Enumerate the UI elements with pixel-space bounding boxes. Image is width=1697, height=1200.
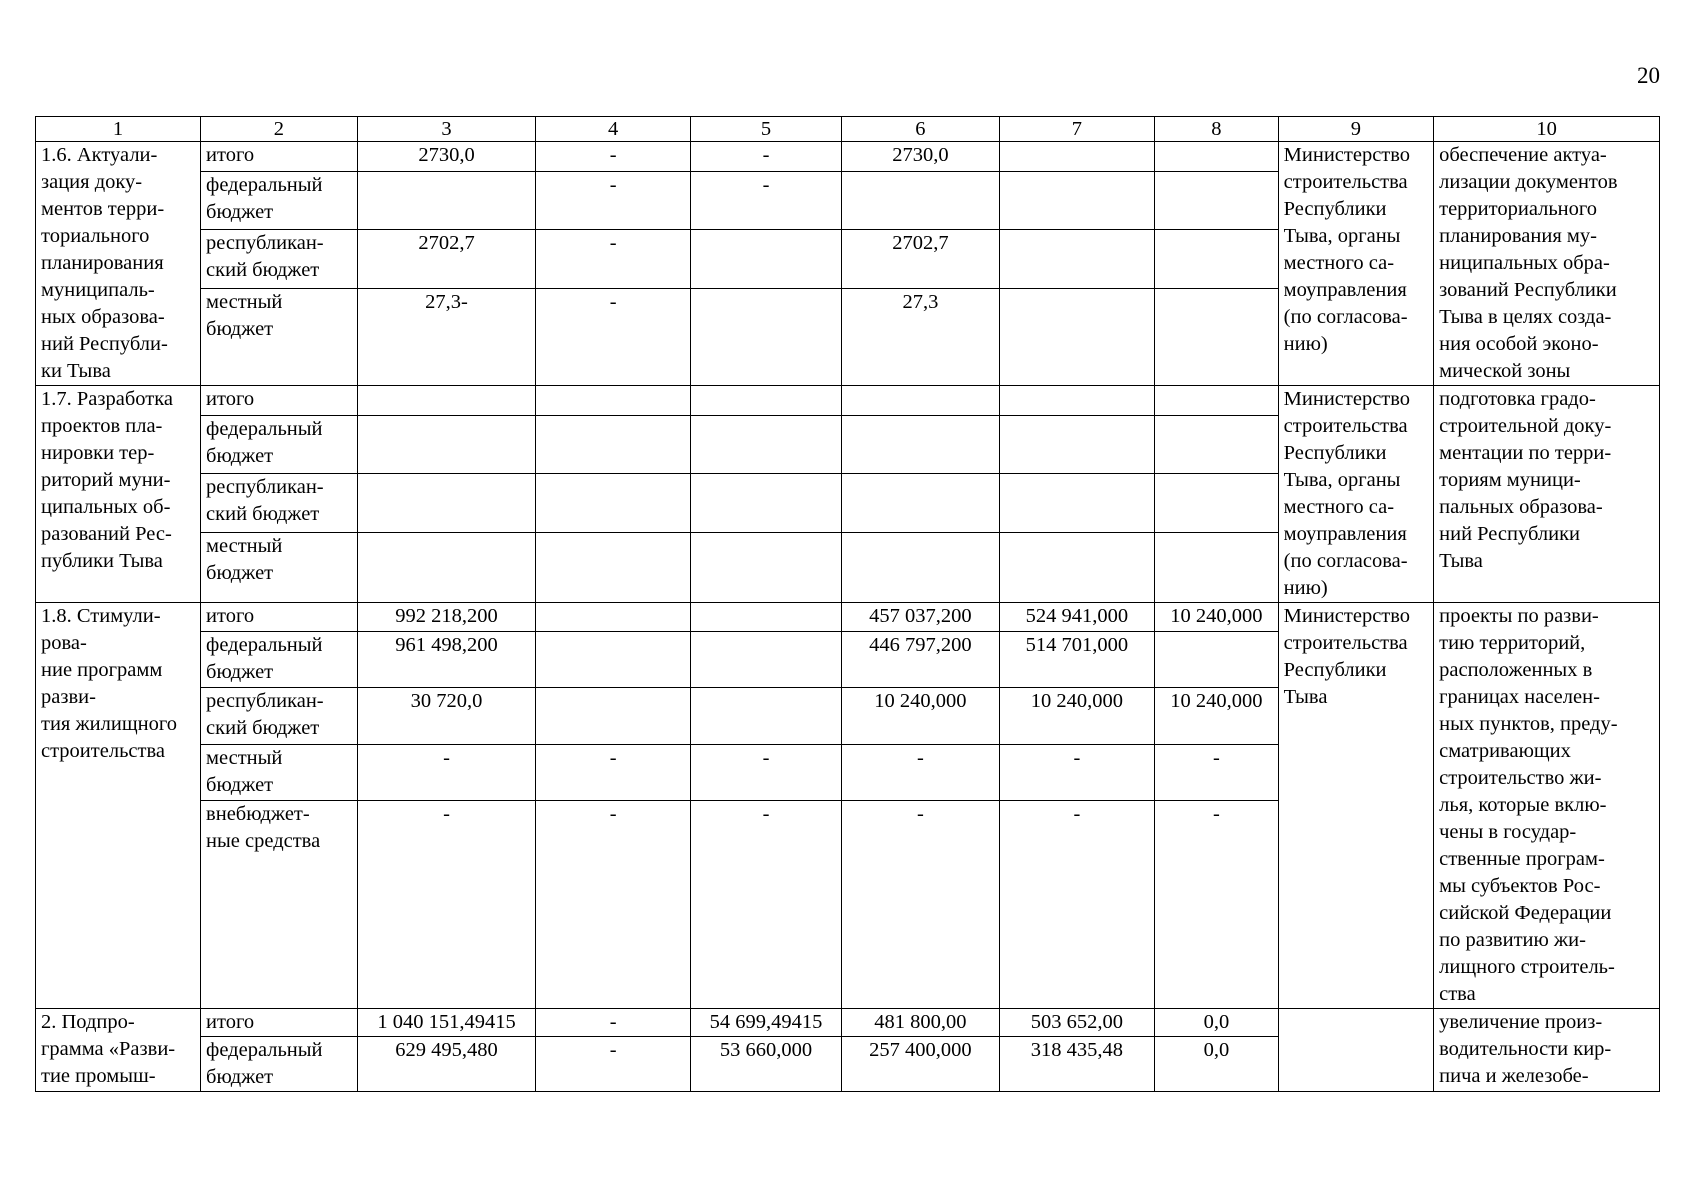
result-cell: проекты по разви- тию территорий, расположенных в границах населен- ных пунктов, преду- сматривающих строительство жи- лья, которые вклю- чены в государ- ственные програм- мы субъектов Рос- сийской Федерации по развитию жи- лищного строитель- ства	[1434, 603, 1660, 1009]
value-cell	[1155, 142, 1279, 172]
value-cell	[357, 386, 536, 416]
value-cell: 992 218,200	[357, 603, 536, 632]
header-cell: 5	[690, 117, 841, 142]
source-cell: итого	[201, 386, 358, 416]
value-cell: -	[690, 744, 841, 800]
executor-cell: Министерство строительства Республики Тыва	[1278, 603, 1433, 1009]
value-cell	[536, 533, 690, 603]
source-cell: республикан- ский бюджет	[201, 474, 358, 533]
value-cell	[842, 474, 1000, 533]
value-cell: 2730,0	[842, 142, 1000, 172]
value-cell: 54 699,49415	[690, 1009, 841, 1037]
value-cell: -	[842, 801, 1000, 1009]
value-cell: -	[536, 801, 690, 1009]
value-cell: 318 435,48	[999, 1037, 1154, 1092]
value-cell	[999, 415, 1154, 474]
value-cell	[690, 415, 841, 474]
header-cell: 6	[842, 117, 1000, 142]
value-cell: -	[690, 171, 841, 230]
value-cell	[536, 474, 690, 533]
value-cell	[999, 533, 1154, 603]
value-cell: -	[999, 801, 1154, 1009]
value-cell: 0,0	[1155, 1037, 1279, 1092]
value-cell	[536, 386, 690, 416]
table-row	[36, 603, 1660, 632]
activity-cell: 2. Подпро- грамма «Разви- тие промыш-	[36, 1009, 201, 1092]
value-cell	[1155, 415, 1279, 474]
value-cell: 10 240,000	[1155, 688, 1279, 744]
value-cell: 27,3-	[357, 289, 536, 386]
value-cell	[536, 631, 690, 687]
value-cell: 514 701,000	[999, 631, 1154, 687]
value-cell	[690, 230, 841, 289]
value-cell	[1155, 533, 1279, 603]
value-cell	[690, 631, 841, 687]
value-cell: -	[357, 801, 536, 1009]
value-cell	[842, 415, 1000, 474]
table-row	[36, 1009, 1660, 1037]
value-cell	[1155, 631, 1279, 687]
value-cell	[842, 171, 1000, 230]
value-cell: 0,0	[1155, 1009, 1279, 1037]
value-cell: 503 652,00	[999, 1009, 1154, 1037]
value-cell	[357, 171, 536, 230]
source-cell: федеральный бюджет	[201, 631, 358, 687]
value-cell	[999, 142, 1154, 172]
value-cell	[357, 474, 536, 533]
value-cell: 1 040 151,49415	[357, 1009, 536, 1037]
source-cell: федеральный бюджет	[201, 415, 358, 474]
header-cell: 7	[999, 117, 1154, 142]
value-cell	[536, 688, 690, 744]
source-cell: внебюджет- ные средства	[201, 801, 358, 1009]
value-cell: 27,3	[842, 289, 1000, 386]
activity-cell: 1.8. Стимули- рова- ние программ разви- тия жилищного строительства	[36, 603, 201, 1009]
value-cell: -	[536, 171, 690, 230]
value-cell: 53 660,000	[690, 1037, 841, 1092]
value-cell	[842, 386, 1000, 416]
header-cell: 2	[201, 117, 358, 142]
value-cell: -	[536, 744, 690, 800]
source-cell: местный бюджет	[201, 289, 358, 386]
value-cell: -	[999, 744, 1154, 800]
value-cell: -	[1155, 744, 1279, 800]
value-cell: -	[536, 142, 690, 172]
funding-table	[35, 116, 1660, 1092]
value-cell: 2730,0	[357, 142, 536, 172]
source-cell: местный бюджет	[201, 533, 358, 603]
value-cell	[690, 474, 841, 533]
table-row	[36, 386, 1660, 416]
header-cell: 1	[36, 117, 201, 142]
value-cell: 629 495,480	[357, 1037, 536, 1092]
value-cell: 446 797,200	[842, 631, 1000, 687]
value-cell: 10 240,000	[999, 688, 1154, 744]
value-cell: 30 720,0	[357, 688, 536, 744]
page-number: 20	[1637, 63, 1660, 88]
value-cell: -	[690, 801, 841, 1009]
value-cell: 10 240,000	[1155, 603, 1279, 632]
header-cell: 10	[1434, 117, 1660, 142]
value-cell	[1155, 230, 1279, 289]
activity-cell: 1.6. Актуали- зация доку- ментов терри- ториального планирования муниципаль- ных образова- ний Республи- ки Тыва	[36, 142, 201, 386]
source-cell: федеральный бюджет	[201, 1037, 358, 1092]
value-cell: 961 498,200	[357, 631, 536, 687]
value-cell	[1155, 386, 1279, 416]
value-cell: -	[536, 289, 690, 386]
header-cell: 3	[357, 117, 536, 142]
value-cell: -	[1155, 801, 1279, 1009]
value-cell: -	[536, 230, 690, 289]
value-cell: 2702,7	[357, 230, 536, 289]
result-cell: обеспечение актуа- лизации документов территориального планирования му- ниципальных обра- зований Республики Тыва в целях созда- ния особой эконо- мической зоны	[1434, 142, 1660, 386]
value-cell: -	[357, 744, 536, 800]
value-cell: 10 240,000	[842, 688, 1000, 744]
value-cell	[690, 386, 841, 416]
value-cell: 524 941,000	[999, 603, 1154, 632]
header-cell: 8	[1155, 117, 1279, 142]
value-cell	[690, 688, 841, 744]
value-cell: 481 800,00	[842, 1009, 1000, 1037]
value-cell: -	[536, 1009, 690, 1037]
value-cell: 2702,7	[842, 230, 1000, 289]
source-cell: итого	[201, 142, 358, 172]
executor-cell: Министерство строительства Республики Тыва, органы местного са- моуправления (по согласова- нию)	[1278, 142, 1433, 386]
value-cell	[536, 603, 690, 632]
value-cell: -	[842, 744, 1000, 800]
value-cell	[536, 415, 690, 474]
value-cell	[999, 289, 1154, 386]
value-cell	[690, 533, 841, 603]
source-cell: итого	[201, 1009, 358, 1037]
value-cell: 457 037,200	[842, 603, 1000, 632]
value-cell	[999, 171, 1154, 230]
executor-cell: Министерство строительства Республики Тыва, органы местного са- моуправления (по согласова- нию)	[1278, 386, 1433, 603]
source-cell: республикан- ский бюджет	[201, 688, 358, 744]
source-cell: республикан- ский бюджет	[201, 230, 358, 289]
value-cell: -	[536, 1037, 690, 1092]
value-cell	[1155, 474, 1279, 533]
header-cell: 9	[1278, 117, 1433, 142]
value-cell: 257 400,000	[842, 1037, 1000, 1092]
value-cell	[357, 533, 536, 603]
header-row	[36, 117, 1660, 142]
value-cell	[842, 533, 1000, 603]
value-cell	[999, 474, 1154, 533]
value-cell	[357, 415, 536, 474]
activity-cell: 1.7. Разработка проектов пла- нировки тер- риторий муни- ципальных об- разований Рес- публики Тыва	[36, 386, 201, 603]
value-cell	[1155, 289, 1279, 386]
value-cell	[690, 289, 841, 386]
executor-cell	[1278, 1009, 1433, 1092]
source-cell: федеральный бюджет	[201, 171, 358, 230]
table-row	[36, 142, 1660, 172]
value-cell: -	[690, 142, 841, 172]
value-cell	[999, 230, 1154, 289]
source-cell: местный бюджет	[201, 744, 358, 800]
result-cell: подготовка градо- строительной доку- ментации по терри- ториям муници- пальных образова- ний Республики Тыва	[1434, 386, 1660, 603]
result-cell: увеличение произ- водительности кир- пича и железобе-	[1434, 1009, 1660, 1092]
value-cell	[690, 603, 841, 632]
value-cell	[999, 386, 1154, 416]
value-cell	[1155, 171, 1279, 230]
source-cell: итого	[201, 603, 358, 632]
header-cell: 4	[536, 117, 690, 142]
